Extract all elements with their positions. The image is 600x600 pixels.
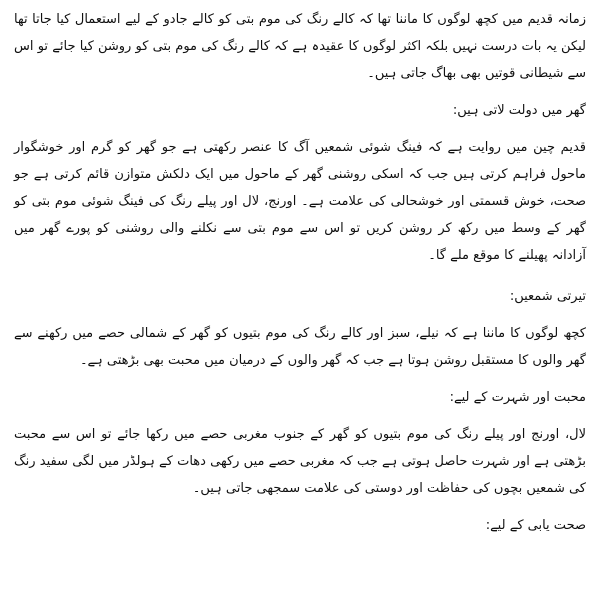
section-heading-health: صحت یابی کے لیے: (485, 518, 586, 533)
section-heading-wealth: گھر میں دولت لاتی ہیں: (452, 103, 586, 118)
spacer (14, 310, 586, 320)
love-fame-paragraph: لال، اورنج اور پیلے رنگ کی موم بتیوں کو گھر کے جنوب مغربی حصے میں رکھا جائے تو اس سے محبت بڑھتی ہے اور شہرت حاصل ہوتی ہے جب کہ مغربی حصے میں رکھی دھات کے ہولڈر میں لگی سفید رنگ کی شمعیں بچوں کی حفاظت اور دوستی کی علامت سمجھی جاتی ہیں۔ (14, 427, 586, 496)
wealth-paragraph: قدیم چین میں روایت ہے کہ فینگ شوئی شمعیں آگ کا عنصر رکھتی ہے جو گھر کو گرم اور خوشگوار ماحول فراہم کرتی ہیں جب کہ اسکی روشنی گھر کے ماحول میں ایک دلکش متوازن قائم کرتی ہے جو صحت، خوش قسمتی اور خوشحالی کی علامت ہے۔ اورنج، لال اور پیلے رنگ کی فینگ شوئی موم بتی کو گھر کے وسط میں رکھ کر روشن کریں تو اس سے موم بتی سے نکلنے والی روشنی کو پورے گھر میں آزادانہ پھیلنے کا موقع ملے گا۔ (14, 140, 586, 263)
spacer (14, 87, 586, 97)
article-page (14, 6, 586, 594)
spacer (14, 502, 586, 512)
spacer (14, 374, 586, 384)
spacer (14, 124, 586, 134)
spacer (14, 411, 586, 421)
intro-paragraph: زمانہ قدیم میں کچھ لوگوں کا ماننا تھا کہ کالے رنگ کی موم بتی کو کالے جادو کے لیے استعمال کیا جاتا تھا لیکن یہ بات درست نہیں بلکہ اکثر لوگوں کا عقیدہ ہے کہ کالے رنگ کی موم بتی کو روشن کیا جائے تو اس سے شیطانی قوتیں بھی بھاگ جاتی ہیں۔ (14, 12, 586, 81)
section-heading-love-fame: محبت اور شہرت کے لیے: (449, 390, 586, 405)
floating-candles-paragraph: کچھ لوگوں کا ماننا ہے کہ نیلے، سبز اور کالے رنگ کی موم بتیوں کو گھر کے شمالی حصے میں رکھنے سے گھر والوں کا مستقبل روشن ہوتا ہے جب کہ گھر والوں کے درمیان میں محبت بھی بڑھتی ہے۔ (14, 326, 586, 368)
spacer (14, 269, 586, 283)
section-heading-floating-candles: تیرتی شمعیں: (509, 289, 586, 304)
